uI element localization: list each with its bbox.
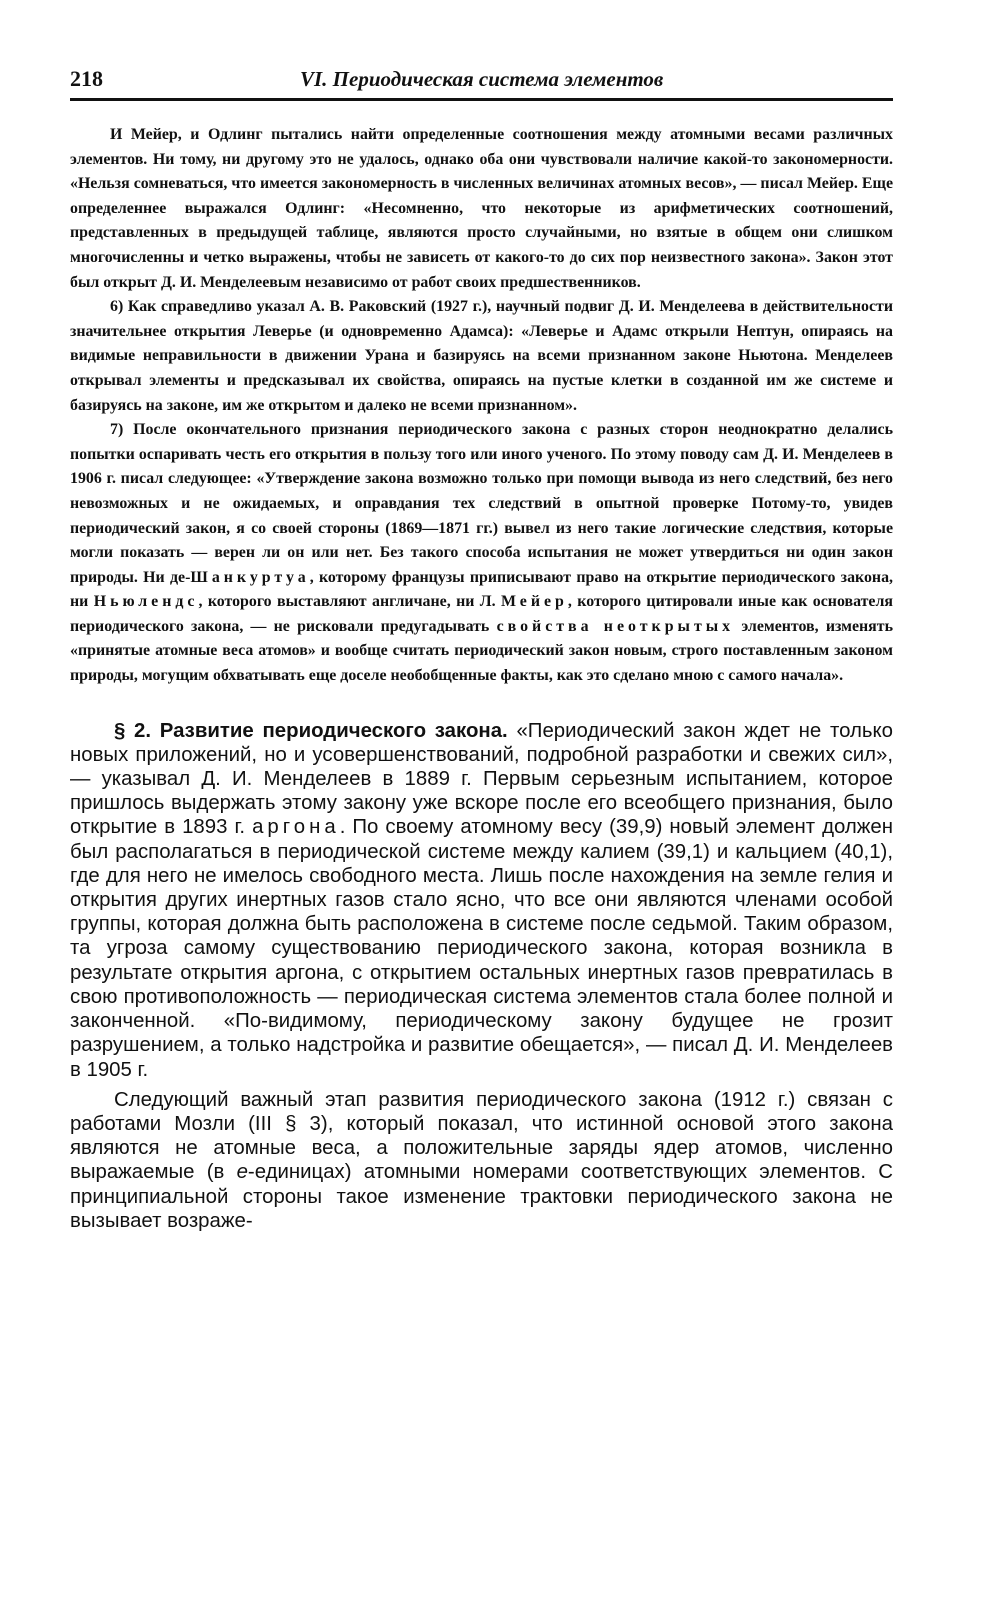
section-heading: § 2. Развитие периодического закона. bbox=[114, 719, 508, 742]
footnotes-block bbox=[70, 123, 893, 689]
note-continuation: И Мейер, и Одлинг пытались найти определенные соотношения между атомными весами различных элементов. Ни тому, ни другому это не удалось, однако оба они чувствовали наличие какой-то закономерности. «Нельзя сомневаться, что имеется закономерность в численных величинах атомных весов», — писал Мейер. Еще определеннее выражался Одлинг: «Несомненно, что некоторые из арифметических соотношений, представленных в предыдущей таблице, являются просто случайными, но взятые в общем они слишком многочисленны и четко выражены, чтобы не зависеть от какого-то до сих пор неизвестного закона». Закон этот был открыт Д. И. Менделеевым независимо от работ своих предшественников. bbox=[70, 126, 893, 291]
section-paragraph-2: Следующий важный этап развития периодического закона (1912 г.) связан с работами Мозли (III § 3), который показал, что истинной основой этого закона являются не атомные веса, а положительные заряды ядер атомов, численно выражаемые (в е-единицах) атомными номерами соответствующих элементов. С принципиальной стороны такое изменение трактовки периодического закона не вызывает возраже- bbox=[70, 1088, 893, 1232]
main-text bbox=[70, 719, 893, 1233]
section-paragraph-1: § 2. Развитие периодического закона. «Периодический закон ждет не только новых приложений, но и усовершенствований, подробной разработки и свежих сил», — указывал Д. И. Менделеев в 1889 г. Первым серьезным испытанием, которое пришлось выдержать этому закону уже вскоре после его всеобщего признания, было открытие в 1893 г. аргона. По своему атомному весу (39,9) новый элемент должен был располагаться в периодической системе между калием (39,1) и кальцием (40,1), где для него не имелось свободного места. Лишь после нахождения на земле гелия и открытия других инертных газов стало ясно, что все они являются членами особой группы, которая должна быть расположена в системе после седьмой. Таким образом, та угроза самому существованию периодического закона, которая возникла в результате открытия аргона, с открытием остальных инертных газов превратилась в свою противоположность — периодическая система элементов стала более полной и законченной. «По-видимому, периодическому закону будущее не грозит разрушением, а только надстройка и развитие обещается», — писал Д. И. Менделеев в 1905 г. bbox=[70, 719, 893, 1081]
note-7: 7) После окончательного признания периодического закона с разных сторон неоднократно делались попытки оспаривать честь его открытия в пользу того или иного ученого. По этому поводу сам Д. И. Менделеев в 1906 г. писал следующее: «Утверждение закона возможно только при помощи вывода из него следствий, без него невозможных и не ожидаемых, и оправдания тех следствий в опытной проверке Потому-то, увидев периодический закон, я со своей стороны (1869—1871 гг.) вывел из него такие логические следствия, которые могли показать — верен ли он или нет. Без такого способа испытания не может утвердиться ни один закон природы. Ни де-Шанкуртуа, которому французы приписывают право на открытие периодического закона, ни Ньюлендс, которого выставляют англичане, ни Л. Мейер, которого цитировали иные как основателя периодического закона, — не рисковали предугадывать свойства неоткрытых элементов, изменять «принятые атомные веса атомов» и вообще считать периодический закон новым, строго поставленным законом природы, могущим обхватывать еще доселе необобщенные факты, как это сделано мною с самого начала». bbox=[70, 421, 894, 685]
running-title: VI. Периодическая система элементов bbox=[300, 67, 664, 91]
page-header bbox=[70, 66, 893, 101]
page-number: 218 bbox=[70, 66, 103, 91]
note-6: 6) Как справедливо указал А. В. Раковский (1927 г.), научный подвиг Д. И. Менделеева в действительности значительнее открытия Леверье (и одновременно Адамса): «Леверье и Адамс открыли Нептун, опираясь на видимые неправильности в движении Урана и базируясь на всеми признанном законе Ньютона. Менделеев открывал элементы и предсказывал их свойства, опираясь на пустые клетки в созданной им же системе и базируясь на законе, им же открытом и далеко не всеми признанном». bbox=[70, 298, 893, 414]
